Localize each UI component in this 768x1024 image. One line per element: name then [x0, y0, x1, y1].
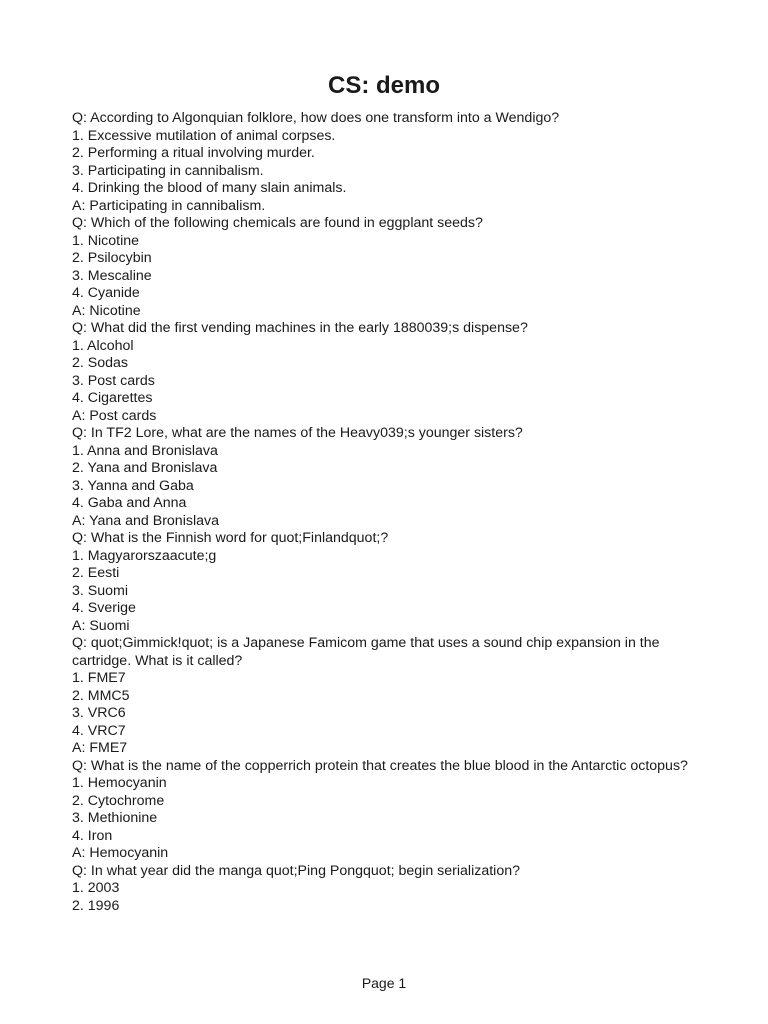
document-title: CS: demo — [327, 72, 440, 99]
option-line: 4. Cigarettes — [72, 390, 153, 406]
answer-line: A: Participating in cannibalism. — [72, 197, 266, 214]
option-line: 1. Alcohol — [72, 337, 134, 354]
answer-line: A: Suomi — [72, 617, 130, 634]
option-line: 2. 1996 — [72, 897, 120, 914]
option-line: 3. Post cards — [72, 372, 155, 389]
option-line: 1. Magyarorszaacute;g — [72, 547, 217, 564]
option-line: 2. Cytochrome — [72, 792, 165, 809]
option-line: 3. Mescaline — [72, 267, 152, 284]
option-line: 2. Sodas — [72, 355, 129, 371]
option-line: 1. Hemocyanin — [72, 775, 167, 791]
option-line: 4. Drinking the blood of many slain animals. — [72, 180, 347, 196]
question-line: Q: In TF2 Lore, what are the names of the Heavy039;s younger sisters? — [72, 425, 523, 441]
option-line: 4. Sverige — [72, 600, 136, 616]
page-number: Page 1 — [361, 975, 407, 991]
question-line: Q: Which of the following chemicals are found in eggplant seeds? — [72, 215, 483, 231]
answer-line: A: Yana and Bronislava — [72, 512, 219, 529]
document-body — [72, 110, 712, 915]
option-line: 3. Participating in cannibalism. — [72, 162, 264, 179]
option-line: 1. Anna and Bronislava — [72, 442, 218, 459]
answer-line: A: Nicotine — [72, 302, 141, 319]
option-line: 3. VRC6 — [72, 705, 126, 721]
answer-line: A: Post cards — [72, 407, 157, 424]
option-line: 4. Iron — [72, 827, 113, 844]
option-line: 1. Nicotine — [72, 232, 140, 249]
answer-line: A: FME7 — [72, 740, 128, 756]
question-line: Q: What is the name of the copperrich protein that creates the blue blood in the Antarctic octopus? — [72, 757, 688, 774]
question-line: Q: In what year did the manga quot;Ping Pongquot; begin serialization? — [72, 862, 520, 879]
option-line: 2. Performing a ritual involving murder. — [72, 145, 315, 161]
option-line: 4. Gaba and Anna — [72, 495, 187, 511]
question-line: Q: quot;Gimmick!quot; is a Japanese Famicom game that uses a sound chip expansion in the cartridge. What is it called? — [72, 635, 660, 669]
option-line: 1. Excessive mutilation of animal corpses. — [72, 127, 336, 144]
question-line: Q: What did the first vending machines in the early 1880039;s dispense? — [72, 320, 528, 336]
option-line: 1. 2003 — [72, 880, 120, 896]
option-line: 3. Methionine — [72, 810, 158, 826]
option-line: 3. Yanna and Gaba — [72, 477, 194, 494]
option-line: 2. Psilocybin — [72, 250, 152, 266]
option-line: 4. VRC7 — [72, 722, 126, 739]
option-line: 1. FME7 — [72, 670, 126, 686]
option-line: 2. Eesti — [72, 565, 120, 581]
question-line: Q: According to Algonquian folklore, how does one transform into a Wendigo? — [72, 110, 560, 126]
option-line: 3. Suomi — [72, 582, 128, 599]
option-line: 2. Yana and Bronislava — [72, 460, 218, 476]
question-line: Q: What is the Finnish word for quot;Finlandquot;? — [72, 530, 389, 546]
option-line: 2. MMC5 — [72, 687, 130, 704]
option-line: 4. Cyanide — [72, 285, 140, 301]
answer-line: A: Hemocyanin — [72, 845, 169, 861]
